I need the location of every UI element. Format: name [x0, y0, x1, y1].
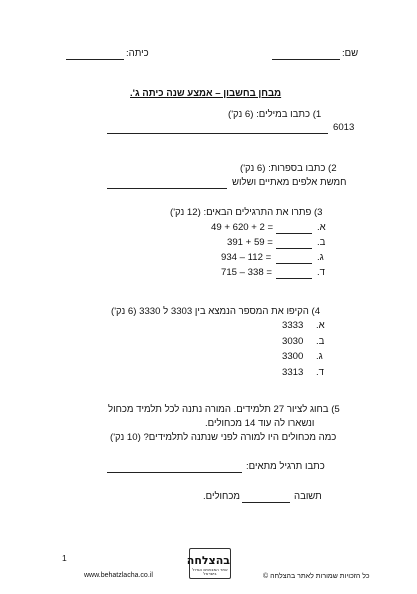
footer-website[interactable]: www.behatzlacha.co.il: [84, 572, 153, 579]
q5-line2: ונשארו לה עוד 14 מכחולים.: [205, 418, 315, 429]
q3-prompt: 3) פתרו את התרגילים הבאים: (12 נק'): [170, 207, 323, 218]
q3-answer-line[interactable]: [276, 224, 312, 234]
class-field[interactable]: [66, 50, 124, 60]
q4-option-value[interactable]: 3333: [282, 320, 304, 331]
q2-words: חמשת אלפים מאתיים ושלוש: [232, 177, 347, 188]
q3-expression: 391 + 59 =: [227, 237, 273, 248]
q3-letter: ג.: [317, 252, 324, 263]
q4-option-letter: ד.: [316, 367, 324, 378]
q4-option-letter: ב.: [316, 336, 325, 347]
q3-answer-line[interactable]: [276, 239, 312, 249]
q2-prompt: 2) כתבו בספרות: (6 נק'): [240, 163, 337, 174]
q3-expression: 715 – 338 =: [221, 267, 272, 278]
q4-option-value[interactable]: 3313: [282, 367, 304, 378]
q5-answer-unit: מכחולים.: [203, 491, 240, 502]
q2-answer-line[interactable]: [107, 179, 227, 189]
q3-letter: ב.: [317, 237, 326, 248]
q5-exercise-line[interactable]: [107, 463, 242, 473]
q5-answer-label: תשובה: [294, 491, 322, 502]
q5-answer-line[interactable]: [242, 493, 290, 503]
page-title: מבחן בחשבון – אמצע שנה כיתה ג'.: [130, 88, 282, 99]
q3-letter: א.: [317, 222, 326, 233]
footer-copyright: כל הזכויות שמורות לאתר בהצלחה ©: [263, 573, 370, 580]
q3-letter: ד.: [317, 267, 325, 278]
name-field[interactable]: [272, 50, 340, 60]
q3-expression: 49 + 620 + 2 =: [211, 222, 274, 233]
q4-option-value[interactable]: 3030: [282, 336, 304, 347]
q3-answer-line[interactable]: [276, 269, 312, 279]
q1-prompt: 1) כתבו במילים: (6 נק'): [228, 109, 322, 120]
q4-option-value[interactable]: 3300: [282, 351, 304, 362]
q1-answer-line[interactable]: [107, 124, 328, 134]
q3-expression: 934 – 112 =: [221, 252, 272, 263]
behatzlacha-logo: בהצלחה אתר המבחנים הגדול בישראל: [189, 548, 231, 579]
q5-exercise-label: כתבו תרגיל מתאים:: [246, 461, 325, 472]
name-label: שם:: [342, 48, 359, 59]
class-label: כיתה:: [126, 48, 149, 59]
q4-option-letter: א.: [316, 320, 325, 331]
page-number: 1: [62, 553, 67, 563]
q5-line3: כמה מכחולים היו למורה לפני שנתנה לתלמידים? (10 נק'): [110, 432, 337, 443]
q4-option-letter: ג.: [316, 351, 323, 362]
q1-number: 6013: [333, 122, 355, 133]
q3-answer-line[interactable]: [276, 254, 312, 264]
q4-prompt: 4) הקיפו את המספר הנמצא בין 3303 ל 3330 (6 נק'): [111, 306, 321, 317]
q5-line1: 5) בחוג לציור 27 תלמידים. המורה נתנה לכל תלמיד מכחול: [108, 404, 340, 415]
